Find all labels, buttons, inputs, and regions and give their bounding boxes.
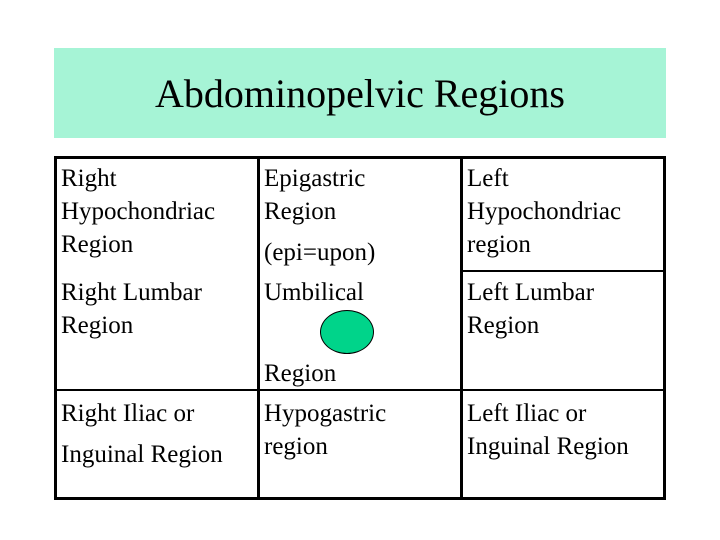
left-iliac-line2: Inguinal Region	[467, 433, 629, 460]
page-title: Abdominopelvic Regions	[155, 70, 565, 116]
grid-right-border	[663, 156, 666, 500]
right-iliac-line1: Right Iliac or	[61, 400, 195, 427]
grid-horizontal-divider-left	[54, 389, 260, 391]
epigastric-line3: (epi=upon)	[264, 239, 376, 266]
umbilical-line1: Umbilical	[264, 279, 364, 306]
grid-left-border	[54, 156, 57, 500]
right-hypochondriac-line1: Right	[61, 165, 117, 192]
regions-grid	[54, 156, 666, 500]
left-iliac-line1: Left Iliac or	[467, 400, 587, 427]
left-hypochondriac-line2: Hypochondriac	[467, 198, 622, 225]
epigastric-line2: Region	[264, 198, 337, 225]
left-lumbar-line2: Region	[467, 312, 540, 339]
umbilical-line2: Region	[264, 360, 337, 387]
umbilicus-circle-icon	[320, 310, 374, 354]
grid-horizontal-divider-right	[460, 270, 666, 272]
right-hypochondriac-line3: Region	[61, 231, 134, 258]
left-hypochondriac-line3: region	[467, 231, 531, 258]
grid-bottom-border	[54, 497, 666, 500]
right-lumbar-line1: Right Lumbar	[61, 279, 202, 306]
left-hypochondriac-line1: Left	[467, 165, 509, 192]
hypogastric-line2: region	[264, 433, 328, 460]
grid-vertical-divider-2	[460, 156, 463, 500]
right-iliac-line2: Inguinal Region	[61, 441, 223, 468]
epigastric-line1: Epigastric	[264, 165, 366, 192]
hypogastric-line1: Hypogastric	[264, 400, 387, 427]
title-banner	[54, 48, 666, 138]
left-lumbar-line1: Left Lumbar	[467, 279, 595, 306]
grid-vertical-divider-1	[257, 156, 260, 500]
grid-top-border	[54, 156, 666, 159]
right-hypochondriac-line2: Hypochondriac	[61, 198, 216, 225]
right-lumbar-line2: Region	[61, 312, 134, 339]
